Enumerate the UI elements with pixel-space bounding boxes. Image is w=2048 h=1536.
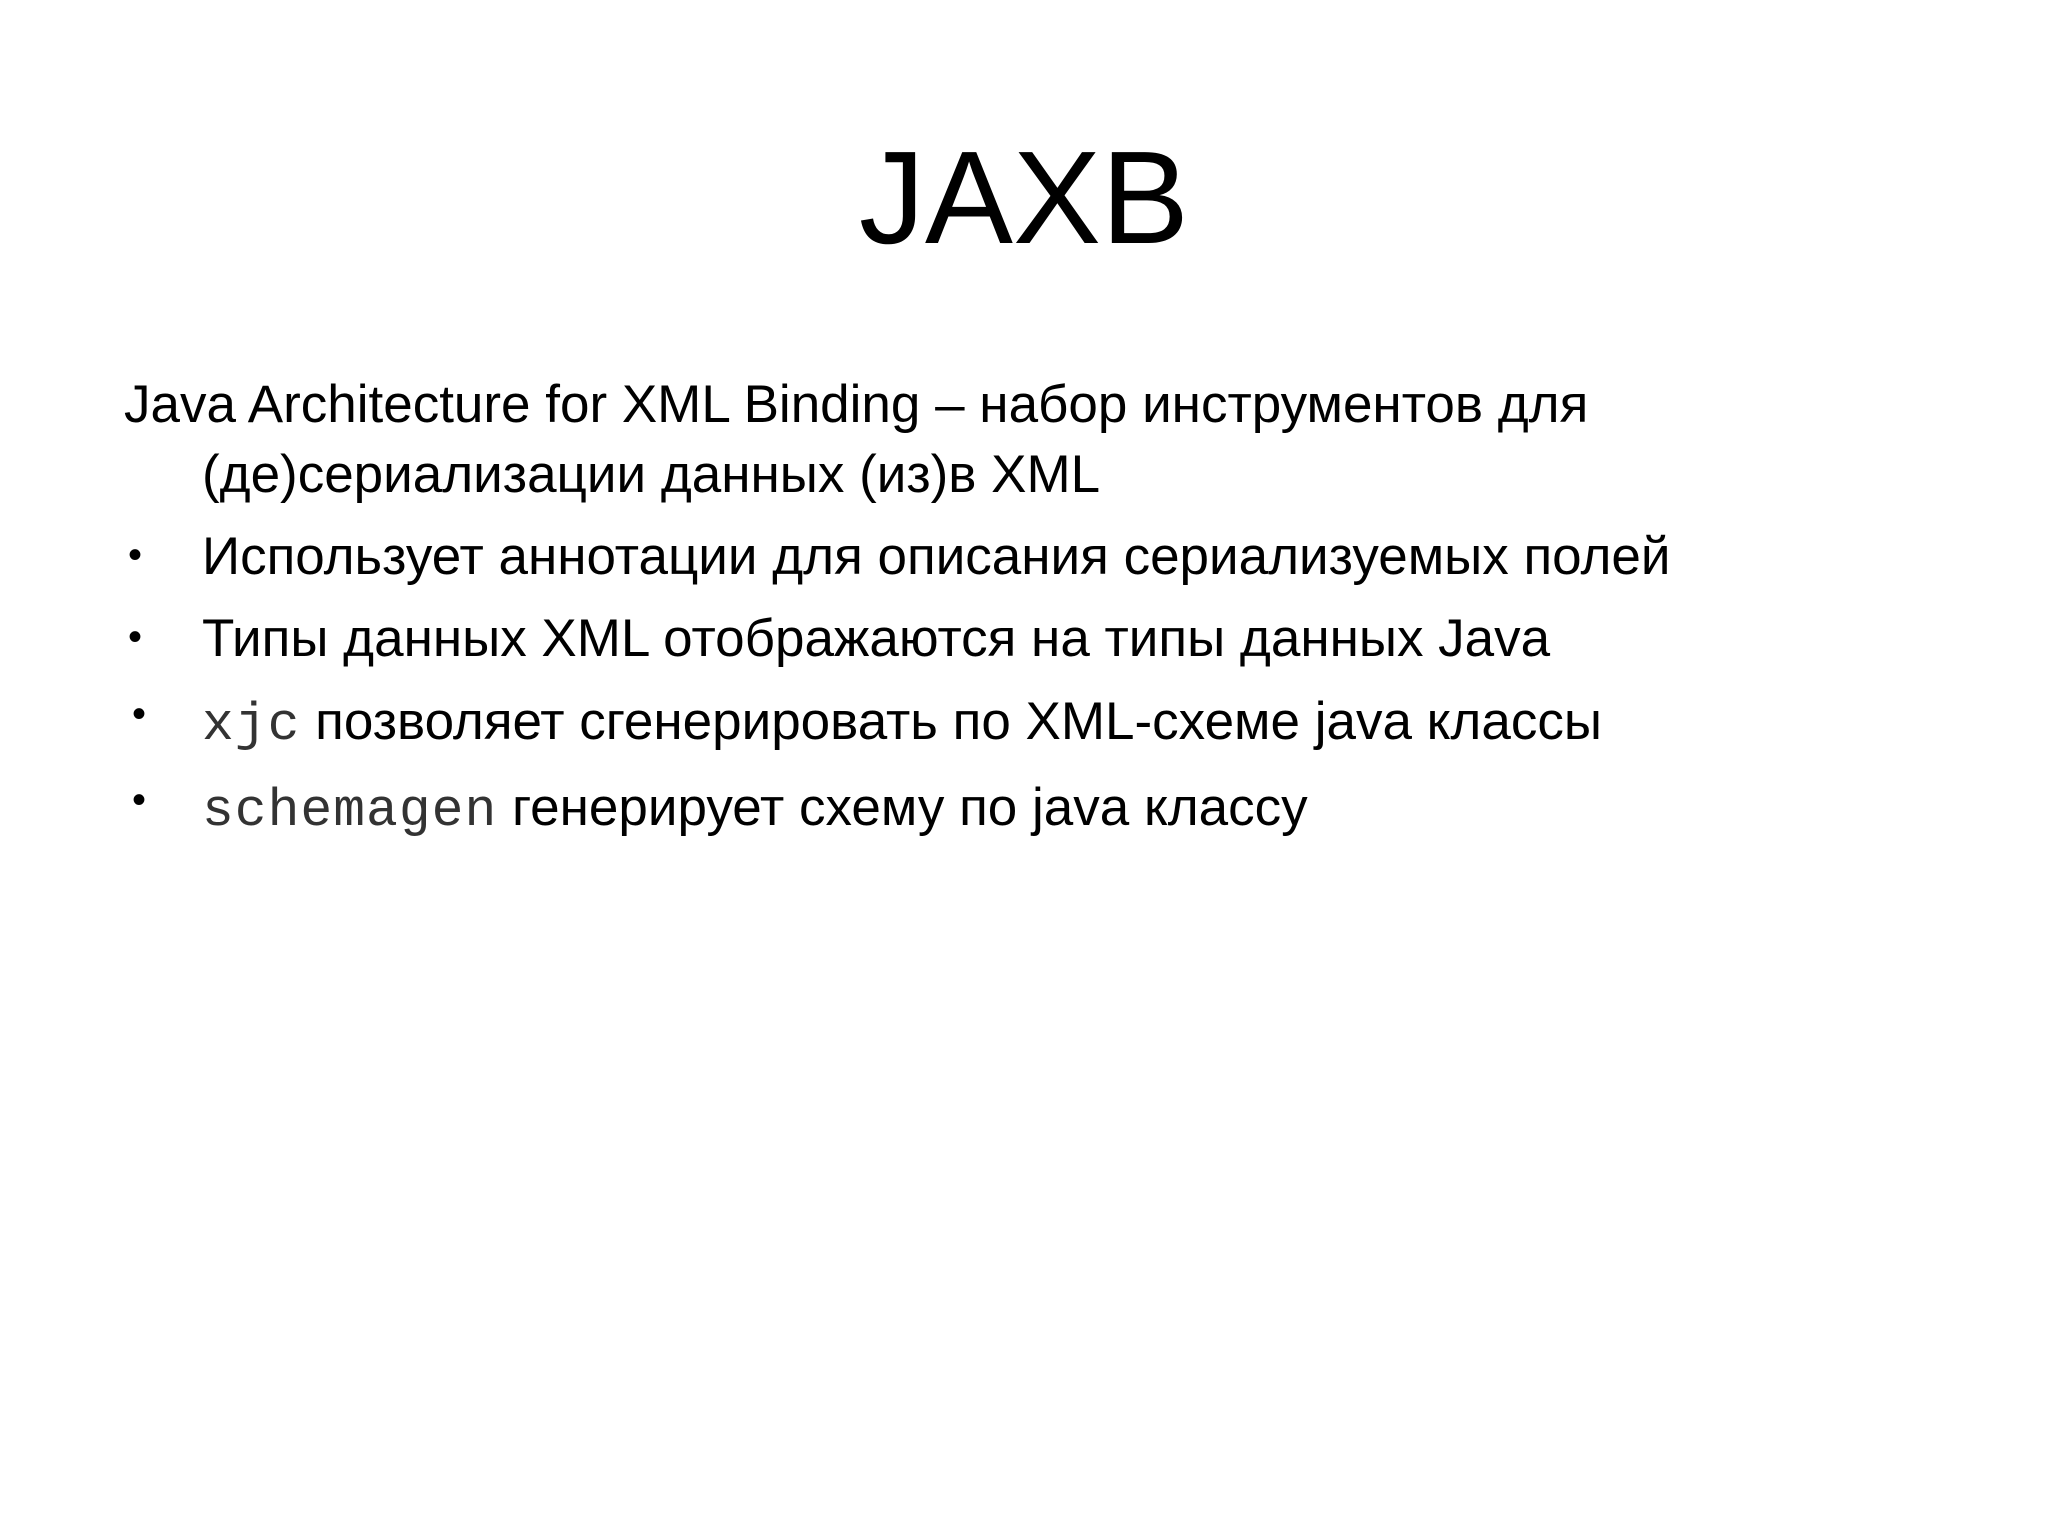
bullet-item bbox=[124, 522, 1984, 592]
bullet-text: позволяет сгенерировать по XML-схеме java классы bbox=[300, 692, 1602, 751]
bullet-item bbox=[124, 773, 1984, 846]
slide-body bbox=[124, 370, 1984, 846]
bullet-text: генерирует схему по java классу bbox=[497, 778, 1308, 837]
bullet-icon: • bbox=[128, 615, 143, 659]
bullet-item bbox=[124, 604, 1984, 674]
intro-paragraph: Java Architecture for XML Binding – набор инструментов для (де)сериализации данных (из)в XML bbox=[124, 375, 1589, 504]
bullet-item bbox=[124, 687, 1984, 760]
bullet-icon: • bbox=[132, 778, 147, 822]
bullet-text: Типы данных XML отображаются на типы данных Java bbox=[202, 609, 1551, 668]
code-term-schemagen: schemagen bbox=[202, 781, 498, 841]
code-term-xjc: xjc bbox=[202, 695, 301, 755]
bullet-text: Использует аннотации для описания сериализуемых полей bbox=[202, 527, 1671, 586]
bullet-icon: • bbox=[132, 692, 147, 736]
bullet-icon: • bbox=[128, 533, 143, 577]
slide-title: JAXB bbox=[858, 124, 1190, 271]
